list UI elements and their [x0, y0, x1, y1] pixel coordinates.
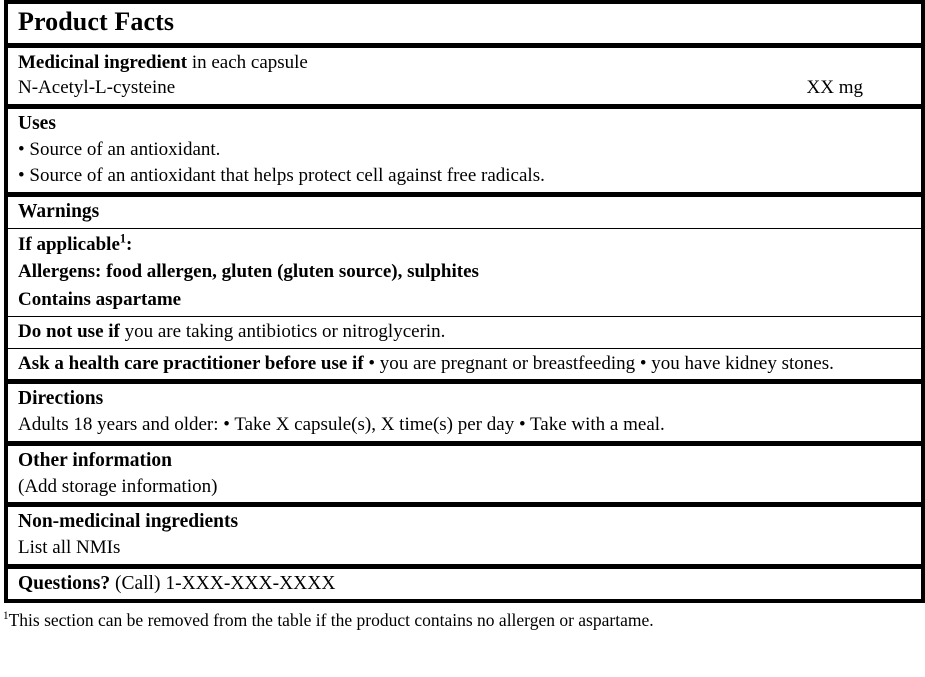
medicinal-ingredient-heading-rest: in each capsule: [187, 51, 308, 73]
directions-section: [8, 384, 921, 446]
questions-label: Questions?: [18, 572, 111, 594]
allergens-line: Allergens: food allergen, gluten (gluten source), sulphites: [18, 261, 479, 283]
other-information-section: [8, 446, 921, 507]
if-applicable-line: [18, 231, 911, 258]
product-facts-panel: [4, 0, 925, 603]
non-medicinal-ingredients-section: [8, 507, 921, 568]
page-title: Product Facts: [18, 7, 175, 36]
do-not-use-line: [18, 319, 911, 345]
directions-heading: Directions: [18, 388, 104, 410]
medicinal-ingredient-heading: [18, 50, 911, 76]
warnings-section: [8, 197, 921, 384]
medicinal-ingredient-row: [18, 75, 911, 101]
warnings-heading-row: [8, 197, 921, 229]
contains-aspartame-line: Contains aspartame: [18, 288, 182, 310]
do-not-use-text: you are taking antibiotics or nitroglycerin.: [119, 321, 446, 343]
do-not-use-label: Do not use if: [18, 321, 120, 343]
questions-line: [18, 571, 911, 597]
questions-section: [8, 569, 921, 600]
ask-practitioner-label: Ask a health care practitioner before use if: [18, 352, 364, 374]
questions-phone: (Call) 1-XXX-XXX-XXXX: [110, 572, 336, 594]
medicinal-ingredient-name: N-Acetyl-L-cysteine: [18, 77, 176, 99]
uses-section: [8, 109, 921, 197]
non-medicinal-ingredients-text: List all NMIs: [18, 537, 121, 559]
warnings-if-applicable-row: [8, 229, 921, 317]
non-medicinal-ingredients-heading: Non-medicinal ingredients: [18, 511, 239, 533]
if-applicable-label: If applicable: [18, 233, 120, 255]
do-not-use-row: [8, 317, 921, 349]
footnote-text: This section can be removed from the table if the product contains no allergen or aspartame.: [8, 610, 654, 631]
medicinal-ingredient-section: [8, 48, 921, 109]
directions-text: Adults 18 years and older: • Take X capsule(s), X time(s) per day • Take with a meal.: [18, 414, 665, 436]
uses-item: • Source of an antioxidant.: [18, 138, 221, 160]
medicinal-ingredient-amount: XX mg: [806, 77, 863, 99]
ask-practitioner-row: [8, 349, 921, 380]
uses-heading: Uses: [18, 113, 56, 135]
footnote-marker: 1: [3, 610, 9, 623]
medicinal-ingredient-heading-bold: Medicinal ingredient: [18, 51, 188, 73]
uses-item: • Source of an antioxidant that helps protect cell against free radicals.: [18, 165, 545, 187]
other-information-text: (Add storage information): [18, 475, 218, 497]
ask-practitioner-line: [18, 351, 911, 377]
title-section: [8, 4, 921, 48]
if-applicable-footnote-marker: 1: [119, 231, 126, 246]
other-information-heading: Other information: [18, 449, 173, 471]
ask-practitioner-text: • you are pregnant or breastfeeding • you have kidney stones.: [363, 352, 834, 374]
footnote: [2, 603, 923, 632]
if-applicable-colon: :: [125, 233, 133, 255]
warnings-heading: Warnings: [18, 201, 100, 223]
